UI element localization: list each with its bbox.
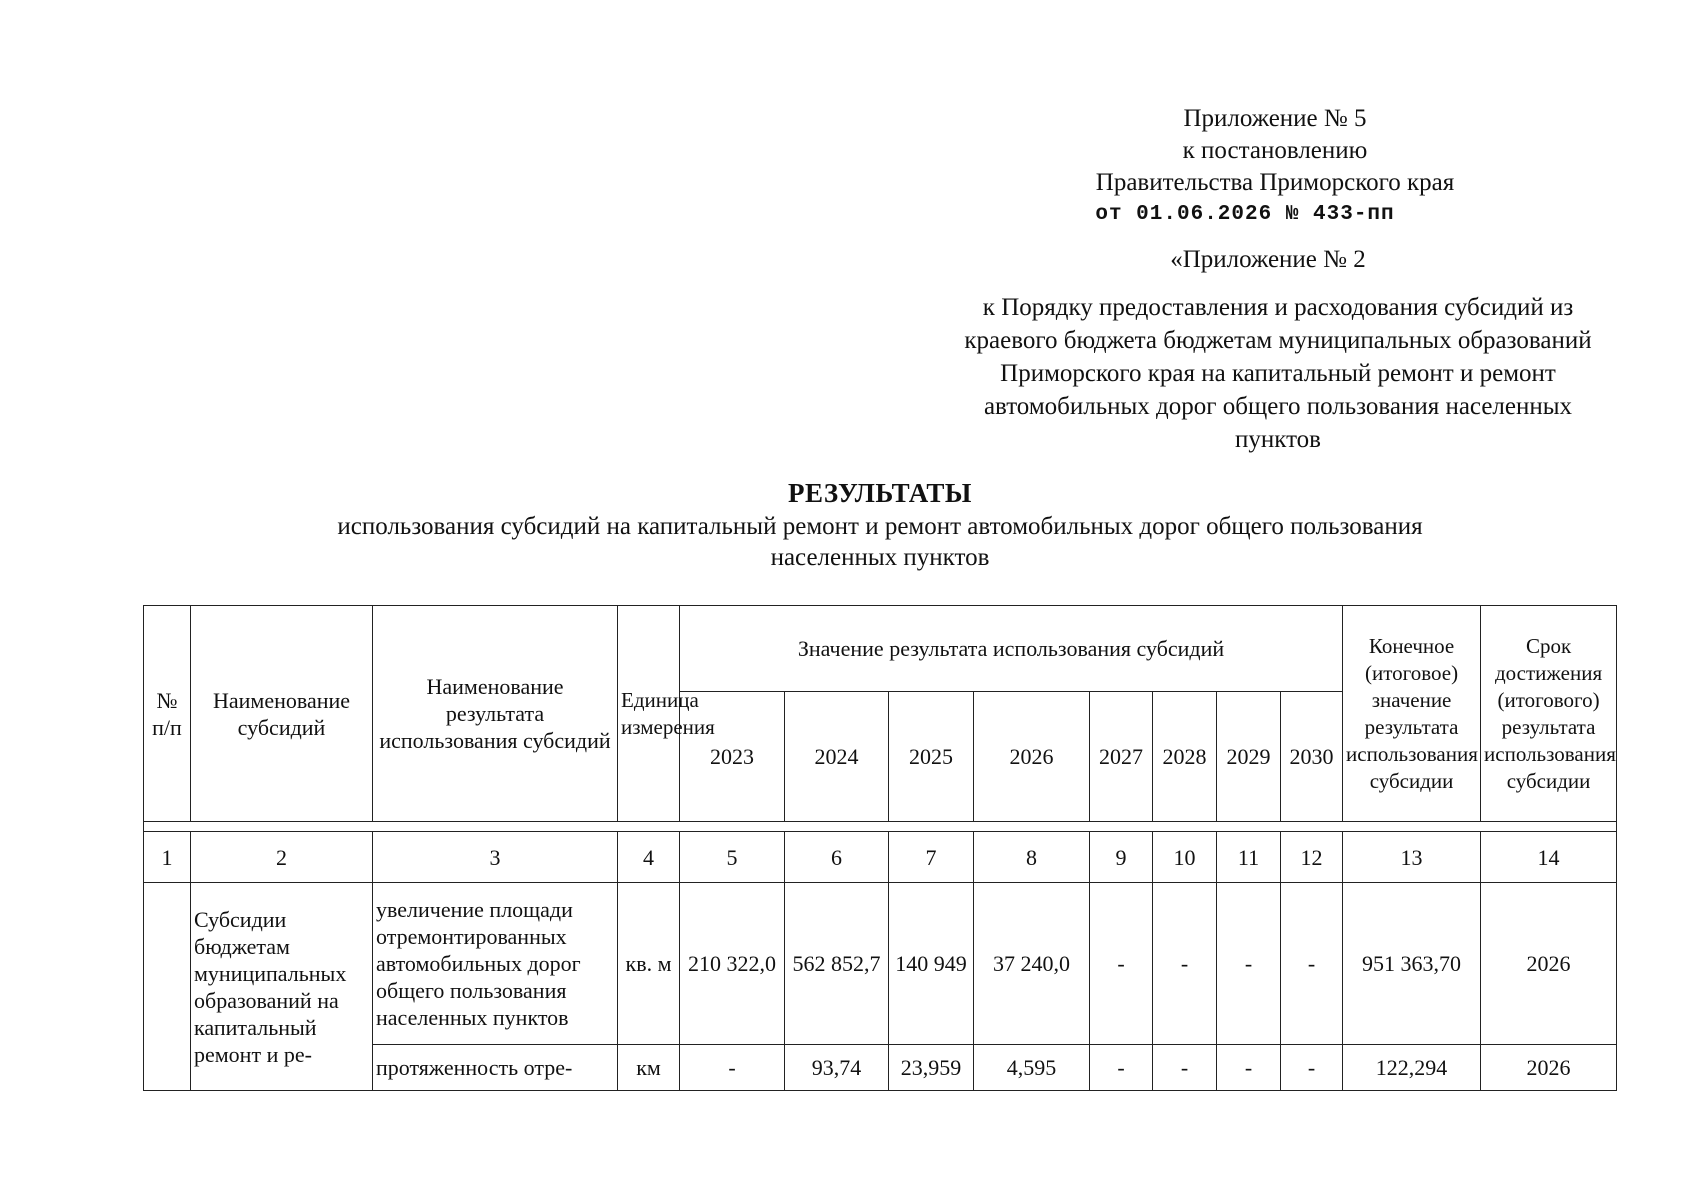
header-no: № п/п <box>144 606 191 822</box>
header-year: 2028 <box>1153 692 1217 822</box>
table-row <box>144 883 1617 1045</box>
value-cell: - <box>1090 883 1153 1045</box>
column-number: 3 <box>373 832 618 883</box>
value-cell: - <box>1217 1045 1281 1091</box>
header-values-group: Значение результата использования субсидий <box>680 606 1343 692</box>
column-number: 1 <box>144 832 191 883</box>
header-final-value: Конечное (итоговое) значение результата использования субсидии <box>1343 606 1481 822</box>
unit-cell: кв. м <box>618 883 680 1045</box>
header-year: 2027 <box>1090 692 1153 822</box>
decree-number: от 01.06.2026 № 433-пп <box>1095 203 1395 226</box>
column-number: 11 <box>1217 832 1281 883</box>
order-line: Приморского края на капитальный ремонт и ремонт <box>1000 360 1556 387</box>
column-number: 4 <box>618 832 680 883</box>
appendix-line-1: Приложение № 5 <box>1183 105 1367 132</box>
value-cell: - <box>1153 883 1217 1045</box>
column-number: 7 <box>889 832 974 883</box>
column-number: 8 <box>974 832 1090 883</box>
header-year: 2023 <box>680 692 785 822</box>
header-deadline: Срок достижения (итогового) результата использования субсидии <box>1481 606 1617 822</box>
column-number: 6 <box>785 832 889 883</box>
order-line: краевого бюджета бюджетам муниципальных образований <box>964 327 1592 354</box>
deadline-cell: 2026 <box>1481 1045 1617 1091</box>
value-cell: - <box>1281 1045 1343 1091</box>
column-number: 14 <box>1481 832 1617 883</box>
title-main: РЕЗУЛЬТАТЫ <box>788 478 972 508</box>
order-heading: «Приложение № 2 <box>1170 246 1366 273</box>
header-result-name: Наименование результата использования субсидий <box>373 606 618 822</box>
appendix-line-3: Правительства Приморского края <box>1095 169 1455 196</box>
document-title <box>140 475 1620 573</box>
deadline-cell: 2026 <box>1481 883 1617 1045</box>
value-cell: 4,595 <box>974 1045 1090 1091</box>
value-cell: - <box>680 1045 785 1091</box>
column-number: 13 <box>1343 832 1481 883</box>
value-cell: 140 949 <box>889 883 974 1045</box>
result-name-cell: увеличение площади отремонтированных автомобильных дорог общего пользования населенных пунктов <box>373 883 618 1045</box>
header-subsidy-name: Наименование субсидий <box>191 606 373 822</box>
header-year: 2026 <box>974 692 1090 822</box>
title-subtitle-2: населенных пунктов <box>770 544 990 571</box>
unit-cell: км <box>618 1045 680 1091</box>
column-number: 10 <box>1153 832 1217 883</box>
row-number-cell <box>144 883 191 1091</box>
value-cell: - <box>1090 1045 1153 1091</box>
value-cell: 37 240,0 <box>974 883 1090 1045</box>
title-subtitle-1: использования субсидий на капитальный ремонт и ремонт автомобильных дорог общего пользования <box>337 513 1423 540</box>
value-cell: 210 322,0 <box>680 883 785 1045</box>
value-cell: - <box>1217 883 1281 1045</box>
column-number: 12 <box>1281 832 1343 883</box>
header-year: 2030 <box>1281 692 1343 822</box>
value-cell: 93,74 <box>785 1045 889 1091</box>
order-line: к Порядку предоставления и расходования субсидий из <box>982 294 1574 321</box>
value-cell: - <box>1281 883 1343 1045</box>
column-number: 9 <box>1090 832 1153 883</box>
order-line: пунктов <box>1235 426 1321 453</box>
header-year: 2024 <box>785 692 889 822</box>
appendix-block <box>900 103 1650 231</box>
column-number: 5 <box>680 832 785 883</box>
order-line: автомобильных дорог общего пользования населенных <box>983 393 1573 420</box>
header-unit: Единица измерения <box>618 606 680 822</box>
value-cell: 23,959 <box>889 1045 974 1091</box>
subsidy-name-cell: Субсидии бюджетам муниципальных образований на капитальный ремонт и ре- <box>191 883 373 1091</box>
value-cell: - <box>1153 1045 1217 1091</box>
final-value-cell: 951 363,70 <box>1343 883 1481 1045</box>
result-name-cell: протяженность отре- <box>373 1045 618 1091</box>
results-table <box>143 605 1617 1091</box>
order-reference <box>868 243 1688 456</box>
header-year: 2029 <box>1217 692 1281 822</box>
header-year: 2025 <box>889 692 974 822</box>
column-number: 2 <box>191 832 373 883</box>
appendix-line-2: к постановлению <box>1182 137 1368 164</box>
final-value-cell: 122,294 <box>1343 1045 1481 1091</box>
value-cell: 562 852,7 <box>785 883 889 1045</box>
